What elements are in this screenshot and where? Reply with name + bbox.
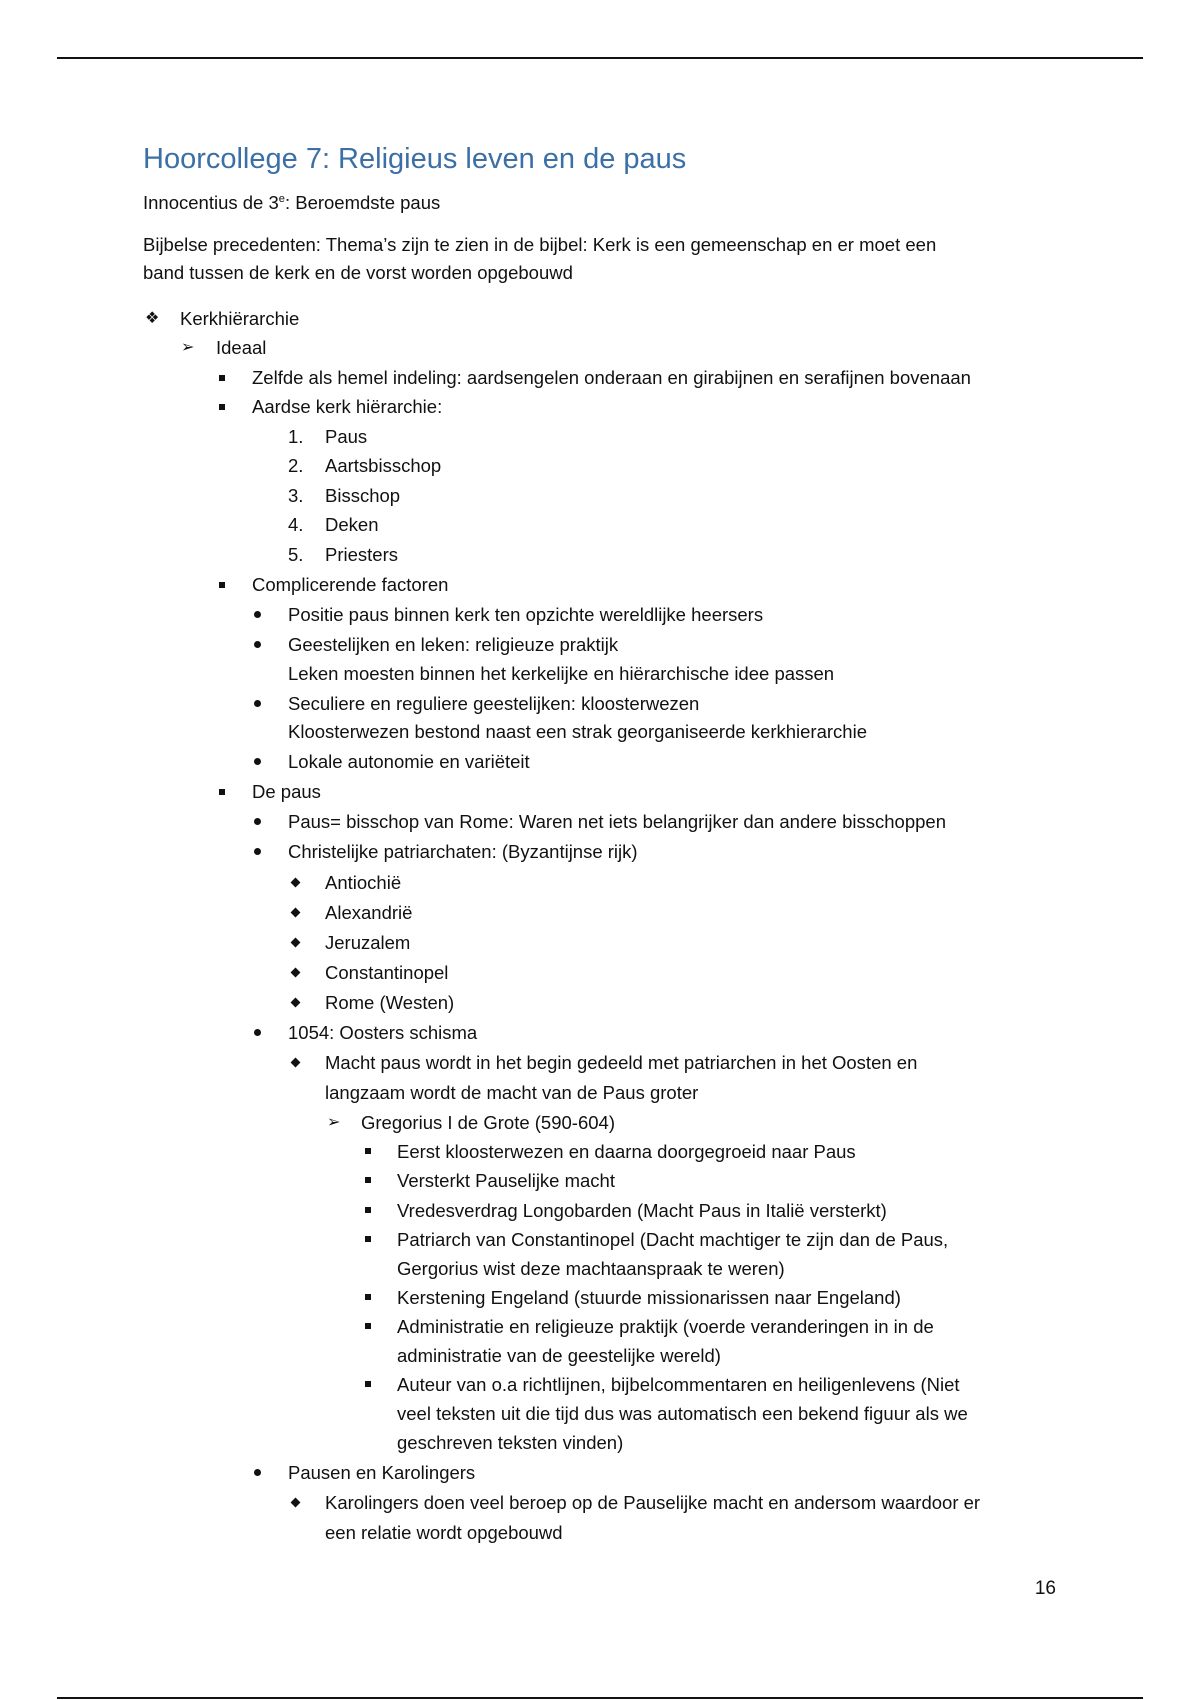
header-rule xyxy=(57,57,1143,59)
diamond-bullet-icon xyxy=(291,878,301,888)
hier-label-4: Deken xyxy=(325,514,379,535)
item-c2-continuation: Leken moesten binnen het kerkelijke en hiërarchische idee passen xyxy=(288,663,835,684)
round-bullet-icon xyxy=(254,641,261,648)
diamond-bullet-icon xyxy=(291,938,301,948)
hier-num-1: 1. xyxy=(288,426,304,447)
greg-item-5: Kerstening Engeland (stuurde missionarissen naar Engeland) xyxy=(397,1287,901,1308)
patriarchate-3: Jeruzalem xyxy=(325,932,411,953)
square-bullet-icon xyxy=(365,1381,371,1387)
item-c1: Positie paus binnen kerk ten opzichte wereldlijke heersers xyxy=(288,604,764,625)
item-c3-continuation: Kloosterwezen bestond naast een strak georganiseerde kerkhierarchie xyxy=(288,721,867,742)
patriarchate-5: Rome (Westen) xyxy=(325,992,455,1013)
diamond-bullet-icon xyxy=(291,968,301,978)
item-d4a-line-1: Karolingers doen veel beroep op de Pauselijke macht en andersom waardoor er xyxy=(325,1492,981,1513)
footer-rule xyxy=(57,1697,1143,1699)
item-b: Aardse kerk hiërarchie: xyxy=(252,396,443,417)
round-bullet-icon xyxy=(254,818,261,825)
page-title: Hoorcollege 7: Religieus leven en de paus xyxy=(143,143,687,175)
patriarchate-4: Constantinopel xyxy=(325,962,449,983)
round-bullet-icon xyxy=(254,1029,261,1036)
arrowhead-icon: ➢ xyxy=(327,1114,341,1131)
square-bullet-icon xyxy=(365,1323,371,1329)
greg-item-4-continuation: Gergorius wist deze machtaanspraak te weren) xyxy=(397,1258,785,1279)
outline-l1: Kerkhiërarchie xyxy=(180,308,300,329)
item-d4: Pausen en Karolingers xyxy=(288,1462,476,1483)
hier-num-3: 3. xyxy=(288,485,304,506)
square-bullet-icon xyxy=(219,375,225,381)
greg-item-1: Eerst kloosterwezen en daarna doorgegroeid naar Paus xyxy=(397,1141,856,1162)
item-d3a-line-1: Macht paus wordt in het begin gedeeld met patriarchen in het Oosten en xyxy=(325,1052,918,1073)
item-c4: Lokale autonomie en variëteit xyxy=(288,751,530,772)
round-bullet-icon xyxy=(254,700,261,707)
hier-label-1: Paus xyxy=(325,426,368,447)
item-d3a-line-2: langzaam wordt de macht van de Paus groter xyxy=(325,1082,699,1103)
greg-item-3: Vredesverdrag Longobarden (Macht Paus in Italië versterkt) xyxy=(397,1200,887,1221)
greg-item-7: Auteur van o.a richtlijnen, bijbelcommentaren en heiligenlevens (Niet xyxy=(397,1374,960,1395)
arrowhead-icon: ➢ xyxy=(181,339,195,356)
greg-item-6-continuation: administratie van de geestelijke wereld) xyxy=(397,1345,721,1366)
page-number: 16 xyxy=(1034,1578,1056,1599)
hier-label-2: Aartsbisschop xyxy=(325,455,442,476)
patriarchate-2: Alexandrië xyxy=(325,902,413,923)
item-c3: Seculiere en reguliere geestelijken: kloosterwezen xyxy=(288,693,700,714)
hier-label-3: Bisschop xyxy=(325,485,401,506)
diamond-bullet-icon xyxy=(291,998,301,1008)
hier-num-4: 4. xyxy=(288,514,304,535)
item-a: Zelfde als hemel indeling: aardsengelen onderaan en girabijnen en serafijnen bovenaan xyxy=(252,367,971,388)
square-bullet-icon xyxy=(365,1207,371,1213)
item-c2: Geestelijken en leken: religieuze praktijk xyxy=(288,634,619,655)
diamond-bullet-icon xyxy=(291,1058,301,1068)
hier-num-5: 5. xyxy=(288,544,304,565)
square-bullet-icon xyxy=(365,1148,371,1154)
greg-item-7-continuation-1: veel teksten uit die tijd dus was automatisch een bekend figuur als we xyxy=(397,1403,968,1424)
subtitle: Innocentius de 3e: Beroemdste paus xyxy=(143,192,441,214)
item-d3: 1054: Oosters schisma xyxy=(288,1022,478,1043)
square-bullet-icon xyxy=(219,404,225,410)
intro-line-2: band tussen de kerk en de vorst worden opgebouwd xyxy=(143,262,573,283)
item-d4a-line-2: een relatie wordt opgebouwd xyxy=(325,1522,563,1543)
gregorius-heading: Gregorius I de Grote (590-604) xyxy=(361,1112,615,1133)
intro-line-1: Bijbelse precedenten: Thema’s zijn te zien in de bijbel: Kerk is een gemeenschap en er moet een xyxy=(143,234,937,255)
greg-item-2: Versterkt Pauselijke macht xyxy=(397,1170,615,1191)
four-diamond-icon: ❖ xyxy=(145,310,160,327)
diamond-bullet-icon xyxy=(291,1498,301,1508)
square-bullet-icon xyxy=(219,789,225,795)
square-bullet-icon xyxy=(365,1236,371,1242)
item-d1: Paus= bisschop van Rome: Waren net iets belangrijker dan andere bisschoppen xyxy=(288,811,946,832)
item-d: De paus xyxy=(252,781,321,802)
greg-item-7-continuation-2: geschreven teksten vinden) xyxy=(397,1432,624,1453)
round-bullet-icon xyxy=(254,848,261,855)
diamond-bullet-icon xyxy=(291,908,301,918)
greg-item-4: Patriarch van Constantinopel (Dacht machtiger te zijn dan de Paus, xyxy=(397,1229,949,1250)
greg-item-6: Administratie en religieuze praktijk (voerde veranderingen in in de xyxy=(397,1316,934,1337)
patriarchate-1: Antiochië xyxy=(325,872,402,893)
square-bullet-icon xyxy=(365,1294,371,1300)
square-bullet-icon xyxy=(219,582,225,588)
round-bullet-icon xyxy=(254,611,261,618)
hier-num-2: 2. xyxy=(288,455,304,476)
round-bullet-icon xyxy=(254,1469,261,1476)
item-c: Complicerende factoren xyxy=(252,574,449,595)
outline-l2: Ideaal xyxy=(216,337,267,358)
round-bullet-icon xyxy=(254,758,261,765)
item-d2: Christelijke patriarchaten: (Byzantijnse rijk) xyxy=(288,841,638,862)
square-bullet-icon xyxy=(365,1177,371,1183)
hier-label-5: Priesters xyxy=(325,544,398,565)
